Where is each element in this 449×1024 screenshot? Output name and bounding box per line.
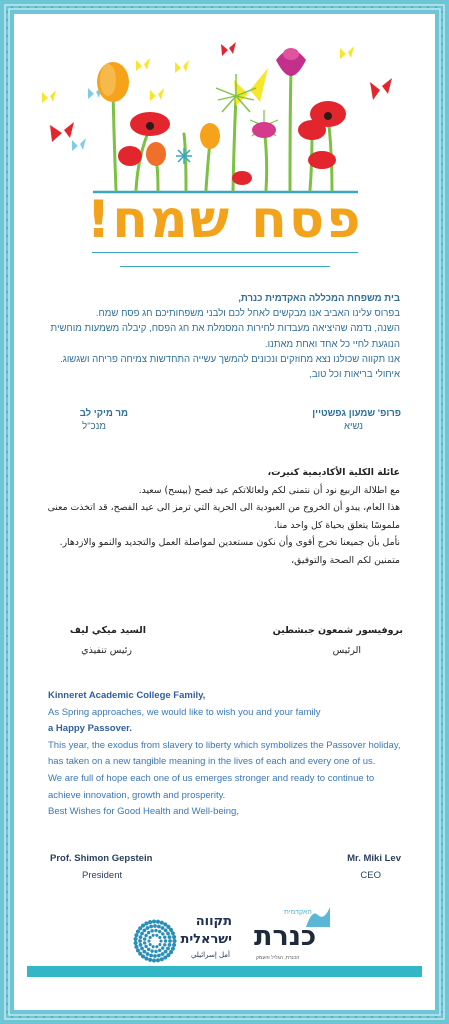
israeli-hope-line-1: תקווה [195, 914, 232, 929]
hebrew-president-role: נשיא [343, 421, 363, 432]
hebrew-line-4: איחולי בריאות וכל טוב, [309, 369, 400, 381]
kinneret-logo-sup: האקדמית [284, 909, 312, 916]
hebrew-ceo-role: מנכ"ל [82, 421, 106, 432]
poppy-icon [308, 151, 336, 169]
kinneret-logo-word: כנרת [254, 921, 317, 952]
arabic-greeting: عائلة الكلية الأكاديمية كنيرت، [267, 467, 400, 478]
hebrew-line-3: אנו תקווה שכולנו נצא מחוזקים ונכונים להמשך עשייה התחדשות צמיחה פריחה ושגשוג. [60, 353, 400, 365]
dots-circle-icon [132, 918, 178, 964]
poppy-icon [130, 112, 170, 136]
english-line-4: Best Wishes for Good Health and Well-being, [48, 806, 239, 818]
kinneret-logo [248, 905, 338, 965]
tulip-icon [200, 123, 220, 149]
hebrew-signature-ceo [48, 407, 128, 433]
hebrew-line-2: השנה, נדמה שהיציאה מעבדות לחירות המסמלת את חג הפסח, קיבלה משמעות מוחשית הנוגעת לחיי כל אחד ואחת מאתנו. [50, 323, 400, 350]
page-title: פסח שמח! [86, 190, 363, 250]
butterfly-icon [42, 90, 56, 103]
poppy-icon [232, 171, 252, 185]
arabic-ceo-name: السيد ميكي ليف [69, 625, 146, 636]
arabic-line-3: نأمل بأن جميعنا نخرج أقوى وأن نكون مستعدين لمواصلة العمل والتجديد والنمو والازدهار. [59, 537, 400, 548]
english-signature-president [50, 850, 152, 884]
hebrew-greeting: בית משפחת המכללה האקדמית כנרת, [238, 293, 400, 304]
english-line-1: As Spring approaches, we would like to wish you and your family [48, 706, 321, 718]
english-greeting: Kinneret Academic College Family, [48, 690, 206, 701]
hebrew-president-name: פרופ' שמעון גפשטיין [312, 408, 401, 419]
arabic-line-4: متمنين لكم الصحة والتوفيق، [291, 554, 400, 566]
butterfly-icon [72, 138, 86, 151]
arabic-line-2: هذا العام، يبدو أن الخروج من العبودية الى الحرية التي ترمز الى عيد الفصح، قد اتخذت معنى ملموسًا يتعلق بحياة كل واحد منا. [47, 502, 400, 531]
poppy-icon [118, 146, 142, 166]
flower-icon [252, 122, 276, 138]
arabic-ceo-role: رئيس تنفيذي [81, 645, 132, 656]
arabic-line-1: مع اطلالة الربيع نود أن نتمنى لكم ولعائلاتكم عيد فصح (بيسح) سعيد. [138, 484, 400, 496]
arabic-president-name: بروفيسور شمعون جبشطين [272, 625, 403, 636]
butterfly-icon [370, 78, 392, 100]
english-president-role: President [82, 870, 123, 881]
english-signature-ceo [347, 850, 401, 884]
title-underline [92, 252, 358, 253]
english-president-name: Prof. Shimon Gepstein [50, 853, 153, 864]
butterfly-icon [150, 88, 164, 101]
english-ceo-role: CEO [360, 870, 381, 881]
hebrew-message [46, 291, 400, 382]
butterfly-icon [136, 58, 150, 71]
english-message [48, 688, 404, 821]
tulip-icon [97, 62, 129, 102]
flower-icon [276, 48, 306, 76]
israeli-hope-line-2: ישראלית [180, 932, 232, 947]
hebrew-line-1: בפרוס עלינו האביב אנו מבקשים לאחל לכם ולבני משפחותיכם חג פסח שמח. [95, 308, 400, 320]
arabic-president-role: الرئيس [332, 645, 361, 656]
english-line-1b: a Happy Passover. [48, 723, 132, 735]
spring-flowers-illustration [28, 30, 421, 200]
english-line-2: This year, the exodus from slavery to liberty which symbolizes the Passover holiday, has taken on a new tangible meaning in the lives of each and every one of us. [48, 739, 401, 768]
butterfly-icon [221, 42, 236, 56]
english-ceo-name: Mr. Miki Lev [347, 853, 401, 864]
snowflake-icon [176, 148, 192, 164]
israeli-hope-line-3: أمل إسرائيلي [190, 951, 230, 959]
tulip-icon [146, 142, 166, 166]
butterfly-icon [175, 60, 189, 73]
kinneret-logo-sub: הכנרת, הגליל והעמק [256, 955, 300, 961]
arabic-signature-president [273, 624, 403, 658]
butterfly-icon [50, 122, 74, 142]
english-line-3: We are full of hope each one of us emerges stronger and ready to continue to achieve innovation, growth and prosperity. [48, 772, 375, 801]
arabic-signature-ceo [46, 624, 146, 658]
israeli-hope-logo [130, 910, 240, 974]
butterfly-icon [340, 46, 354, 59]
poppy-icon [310, 101, 346, 127]
bottom-bar [27, 966, 422, 977]
hebrew-ceo-name: מר מיקי לב [79, 408, 128, 419]
title-underline-short [120, 266, 330, 267]
hebrew-signature-president [312, 407, 401, 433]
arabic-message [44, 464, 400, 569]
